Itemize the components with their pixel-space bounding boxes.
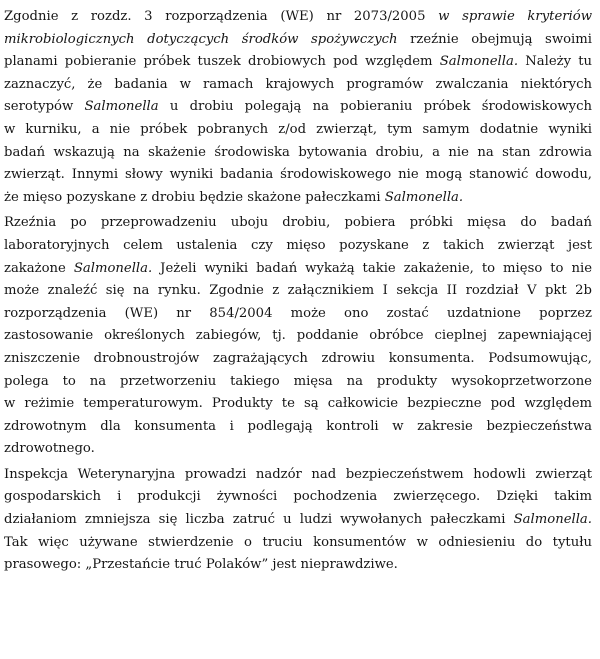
text-line [4,393,592,416]
text-line [4,509,592,532]
text-line [4,258,592,281]
text-run: że mięso pozyskane z drobiu będzie skażone pałeczkami [4,189,385,205]
text-line [4,280,592,303]
text-line [4,142,592,165]
italic-text: mikrobiologicznych dotyczących środków spożywczych [4,31,398,47]
text-run: zniszczenie drobnoustrojów zagrażających zdrowiu konsumenta. Podsumowując, [4,350,592,366]
text-line [4,464,592,487]
text-run: rzeźnie obejmują swoimi [397,31,592,47]
text-line [4,51,592,74]
text-run: rozporządzenia (WE) nr 854/2004 może ono zostać uzdatnione poprzez [4,305,592,321]
text-run: zaznaczyć, że badania w ramach krajowych programów zwalczania niektórych [4,76,592,92]
text-line [4,348,592,371]
text-line [4,554,592,577]
text-line [4,325,592,348]
text-line [4,187,592,210]
text-run: w reżimie temperaturowym. Produkty te są całkowicie bezpieczne pod względem [4,396,592,412]
text-line [4,235,592,258]
paragraph-2 [4,212,592,461]
text-run: Jeżeli wyniki badań wykażą takie zakażenie, to mięso to nie [152,260,592,276]
paragraph-3 [4,464,592,577]
text-line [4,164,592,187]
text-run: Zgodnie z rozdz. 3 rozporządzenia (WE) nr 2073/2005 [4,9,439,24]
paragraph-1 [4,6,592,209]
text-line [4,371,592,394]
italic-text: Salmonella. [384,189,464,205]
text-run: zakażone [4,260,74,276]
text-run: gospodarskich i produkcji żywności pochodzenia zwierzęcego. Dzięki takim [4,489,592,505]
text-line [4,6,592,29]
text-run: w kurniku, a nie próbek pobranych z/od zwierząt, tym samym dodatnie wyniki [4,121,592,137]
italic-text: Salmonella. [439,54,519,70]
text-line [4,303,592,326]
text-run: laboratoryjnych celem ustalenia czy mięso pozyskane z takich zwierząt jest [4,237,592,253]
text-line [4,532,592,555]
italic-text: Salmonella. [513,512,592,528]
text-run: może znaleźć się na rynku. Zgodnie z załącznikiem I sekcja II rozdział V pkt 2b [4,283,592,299]
text-run: Rzeźnia po przeprowadzeniu uboju drobiu, pobiera próbki mięsa do badań [4,215,592,231]
document-page [4,6,592,577]
text-line [4,96,592,119]
italic-text: w sprawie kryteriów [438,9,592,24]
text-line [4,74,592,97]
text-run: planami pobieranie próbek tuszek drobiowych pod względem [4,54,440,70]
italic-text: Salmonella [84,99,159,115]
text-run: Tak więc używane stwierdzenie o truciu konsumentów w odniesieniu do tytułu [4,534,592,550]
text-run: u drobiu polegają na pobieraniu próbek środowiskowych [158,99,592,115]
text-run: zdrowotnego. [4,441,95,457]
text-run: badań wskazują na skażenie środowiska bytowania drobiu, a nie na stan zdrowia [4,144,592,160]
text-run: działaniom zmniejsza się liczba zatruć u ludzi wywołanych pałeczkami [4,512,514,528]
text-run: prasowego: „Przestańcie truć Polaków” jest nieprawdziwe. [4,557,398,573]
text-line [4,119,592,142]
italic-text: Salmonella. [73,260,153,276]
text-run: polega to na przetworzeniu takiego mięsa na produkty wysokoprzetworzone [4,373,592,389]
text-line [4,212,592,235]
text-line [4,29,592,52]
text-run: zdrowotnym dla konsumenta i podlegają kontroli w zakresie bezpieczeństwa [4,418,592,434]
text-line [4,438,592,461]
text-run: Należy tu [518,54,592,70]
text-run: serotypów [4,99,85,115]
text-run: zwierząt. Innymi słowy wyniki badania środowiskowego nie mogą stanowić dowodu, [4,167,592,183]
text-run: zastosowanie określonych zabiegów, tj. poddanie obróbce cieplnej zapewniającej [4,328,592,344]
text-line [4,486,592,509]
text-line [4,416,592,439]
text-run: Inspekcja Weterynaryjna prowadzi nadzór nad bezpieczeństwem hodowli zwierząt [4,466,592,482]
